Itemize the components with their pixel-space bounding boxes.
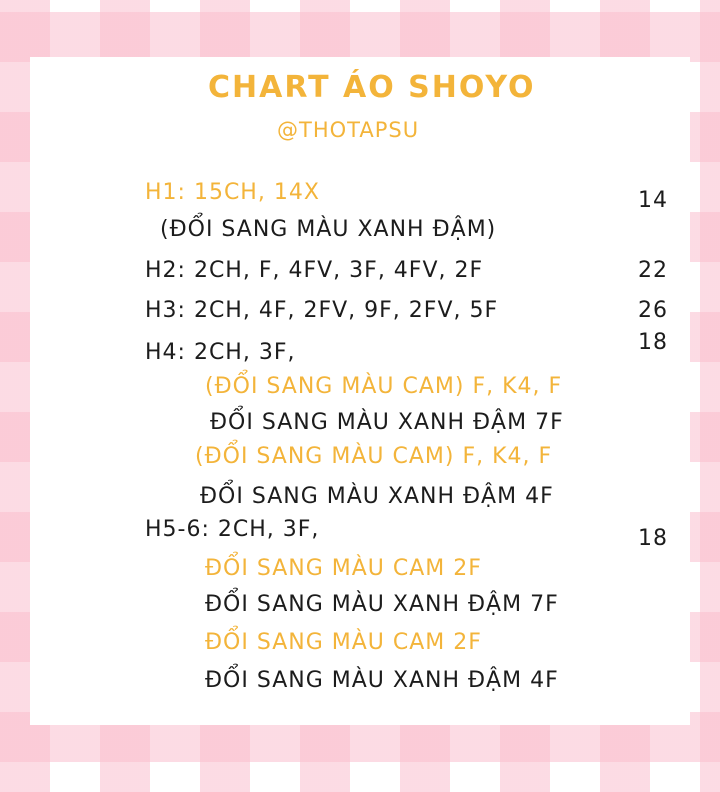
- row-2-count: 22: [638, 258, 668, 283]
- row-5-6-step-2: ĐỔI SANG MÀU XANH ĐẬM 7F: [205, 592, 559, 617]
- row-3: H3: 2CH, 4F, 2FV, 9F, 2FV, 5F: [145, 298, 499, 323]
- row-5-6-step-4: ĐỔI SANG MÀU XANH ĐẬM 4F: [205, 668, 559, 693]
- row-4-step-4: ĐỔI SANG MÀU XANH ĐẬM 4F: [200, 484, 554, 509]
- row-4: H4: 2CH, 3F,: [145, 340, 296, 365]
- row-1: H1: 15CH, 14X: [145, 180, 320, 205]
- row-5-6-step-1: ĐỔI SANG MÀU CAM 2F: [205, 556, 482, 581]
- row-2: H2: 2CH, F, 4FV, 3F, 4FV, 2F: [145, 258, 484, 283]
- page-title: CHART ÁO SHOYO: [208, 70, 536, 105]
- row-4-step-1: (ĐỔI SANG MÀU CAM) F, K4, F: [205, 374, 563, 399]
- row-5-6-count: 18: [638, 526, 668, 551]
- author-handle: @THOTAPSU: [277, 118, 420, 142]
- row-3-count: 26: [638, 298, 668, 323]
- row-1-count: 14: [638, 188, 668, 213]
- row-5-6: H5-6: 2CH, 3F,: [145, 517, 320, 542]
- row-4-step-2: ĐỔI SANG MÀU XANH ĐẬM 7F: [210, 410, 564, 435]
- row-4-step-3: (ĐỔI SANG MÀU CAM) F, K4, F: [195, 444, 553, 469]
- row-1-note: (ĐỔI SANG MÀU XANH ĐẬM): [160, 217, 497, 242]
- row-4-count: 18: [638, 330, 668, 355]
- row-5-6-step-3: ĐỔI SANG MÀU CAM 2F: [205, 630, 482, 655]
